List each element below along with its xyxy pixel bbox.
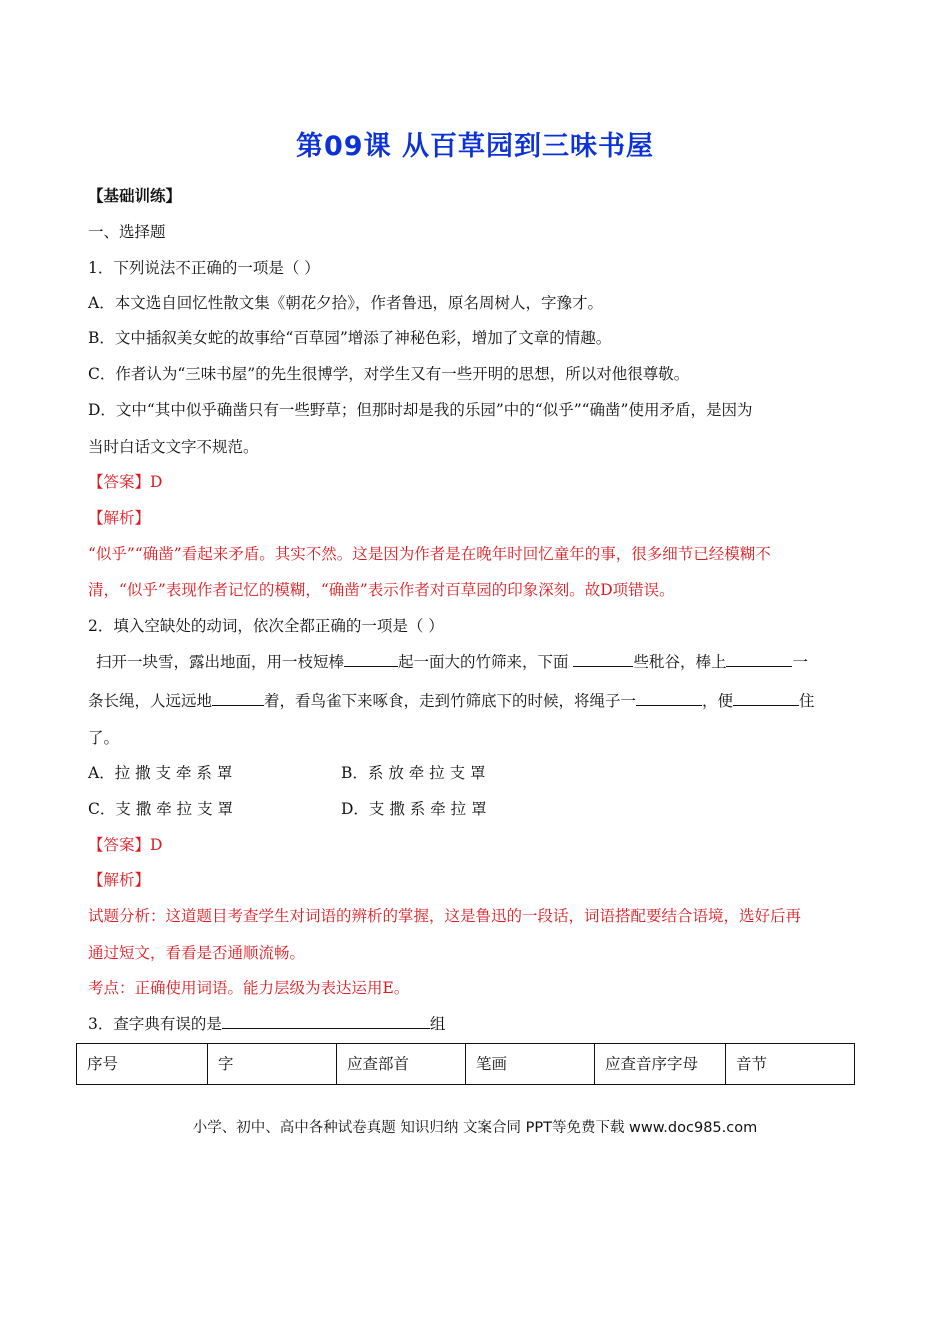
table-header-cell: 笔画	[466, 1044, 595, 1085]
q2-options-row1	[88, 761, 486, 783]
q2-text: 条长绳，人远远地	[88, 692, 213, 710]
fill-blank-2[interactable]	[573, 652, 633, 667]
q2-text: 一	[792, 653, 808, 671]
q1-option-d-line2: 当时白话文文字不规范。	[88, 438, 259, 456]
q2-option-c: C．支 撒 牵 拉 支 罩	[88, 800, 233, 818]
fill-blank-3[interactable]	[726, 652, 792, 667]
table-header-cell: 音节	[726, 1044, 855, 1085]
q3-text: 组	[429, 1015, 446, 1033]
q2-passage-line2	[88, 689, 815, 711]
q1-option-d-line1: D．文中“其中似乎确凿只有一些野草；但那时却是我的乐园”中的“似乎”“确凿”使用矛盾，是因为	[88, 401, 753, 419]
table-header-row	[77, 1044, 855, 1085]
q2-passage-line1	[96, 650, 808, 672]
fill-blank-q3[interactable]	[222, 1014, 430, 1029]
q3-text: 3．查字典有误的是	[88, 1015, 222, 1033]
q2-text: 些秕谷，棒上	[633, 653, 727, 671]
fill-blank-1[interactable]	[344, 652, 398, 667]
q2-options-row2	[88, 797, 487, 819]
table-header-cell: 字	[208, 1044, 337, 1085]
page-title: 第09课 从百草园到三味书屋	[296, 131, 654, 162]
q1-stem: 1．下列说法不正确的一项是（ ）	[88, 259, 320, 277]
q2-option-b: B．系 放 牵 拉 支 罩	[341, 764, 486, 782]
q2-text: 起一面大的竹筛来，下面	[398, 653, 574, 671]
q1-analysis-line2: 清，“似乎”表现作者记忆的模糊，“确凿”表示作者对百草园的印象深刻。故D项错误。	[88, 581, 675, 599]
fill-blank-6[interactable]	[733, 691, 799, 706]
q2-text: 扫开一块雪，露出地面，用一枝短棒	[96, 653, 345, 671]
q2-analysis-line3: 考点：正确使用词语。能力层级为表达运用E。	[88, 979, 410, 997]
q2-analysis-line2: 通过短文，看看是否通顺流畅。	[88, 944, 306, 962]
q1-analysis-line1: “似乎”“确凿”看起来矛盾。其实不然。这是因为作者是在晚年时回忆童年的事，很多细节已经模糊不	[88, 545, 771, 563]
dictionary-table	[76, 1043, 855, 1085]
page-footer: 小学、初中、高中各种试卷真题 知识归纳 文案合同 PPT等免费下载 www.doc985.com	[192, 1120, 758, 1136]
q2-text: 着，看鸟雀下来啄食，走到竹筛底下的时候，将绳子一	[264, 692, 637, 710]
table-header-cell: 应查部首	[337, 1044, 466, 1085]
q1-option-c: C．作者认为“三味书屋”的先生很博学，对学生又有一些开明的思想，所以对他很尊敬。	[88, 365, 690, 383]
q2-text: 住	[799, 692, 815, 710]
table-header-cell: 序号	[77, 1044, 208, 1085]
table-header-cell: 应查音序字母	[595, 1044, 726, 1085]
q2-stem: 2．填入空缺处的动词，依次全都正确的一项是（ ）	[88, 617, 444, 635]
q3-stem	[88, 1012, 445, 1034]
q2-passage-line3: 了。	[88, 729, 120, 747]
q2-analysis-label: 【解析】	[88, 871, 151, 889]
q1-option-a: A．本文选自回忆性散文集《朝花夕拾》，作者鲁迅，原名周树人，字豫才。	[88, 294, 603, 312]
part-heading: 一、选择题	[88, 223, 166, 241]
section-heading: 【基础训练】	[88, 186, 182, 205]
q1-answer: 【答案】D	[88, 473, 163, 491]
q2-option-d: D．支 撒 系 牵 拉 罩	[341, 800, 487, 818]
q2-option-a: A．拉 撒 支 牵 系 罩	[88, 764, 233, 782]
q2-text: ，便	[702, 692, 734, 710]
q2-analysis-line1: 试题分析：这道题目考查学生对词语的辨析的掌握，这是鲁迅的一段话，词语搭配要结合语境，选好后再	[88, 907, 802, 925]
fill-blank-4[interactable]	[212, 691, 264, 706]
q2-answer: 【答案】D	[88, 836, 163, 854]
q1-analysis-label: 【解析】	[88, 509, 151, 527]
fill-blank-5[interactable]	[636, 691, 702, 706]
q1-option-b: B．文中插叙美女蛇的故事给“百草园”增添了神秘色彩，增加了文章的情趣。	[88, 329, 612, 347]
